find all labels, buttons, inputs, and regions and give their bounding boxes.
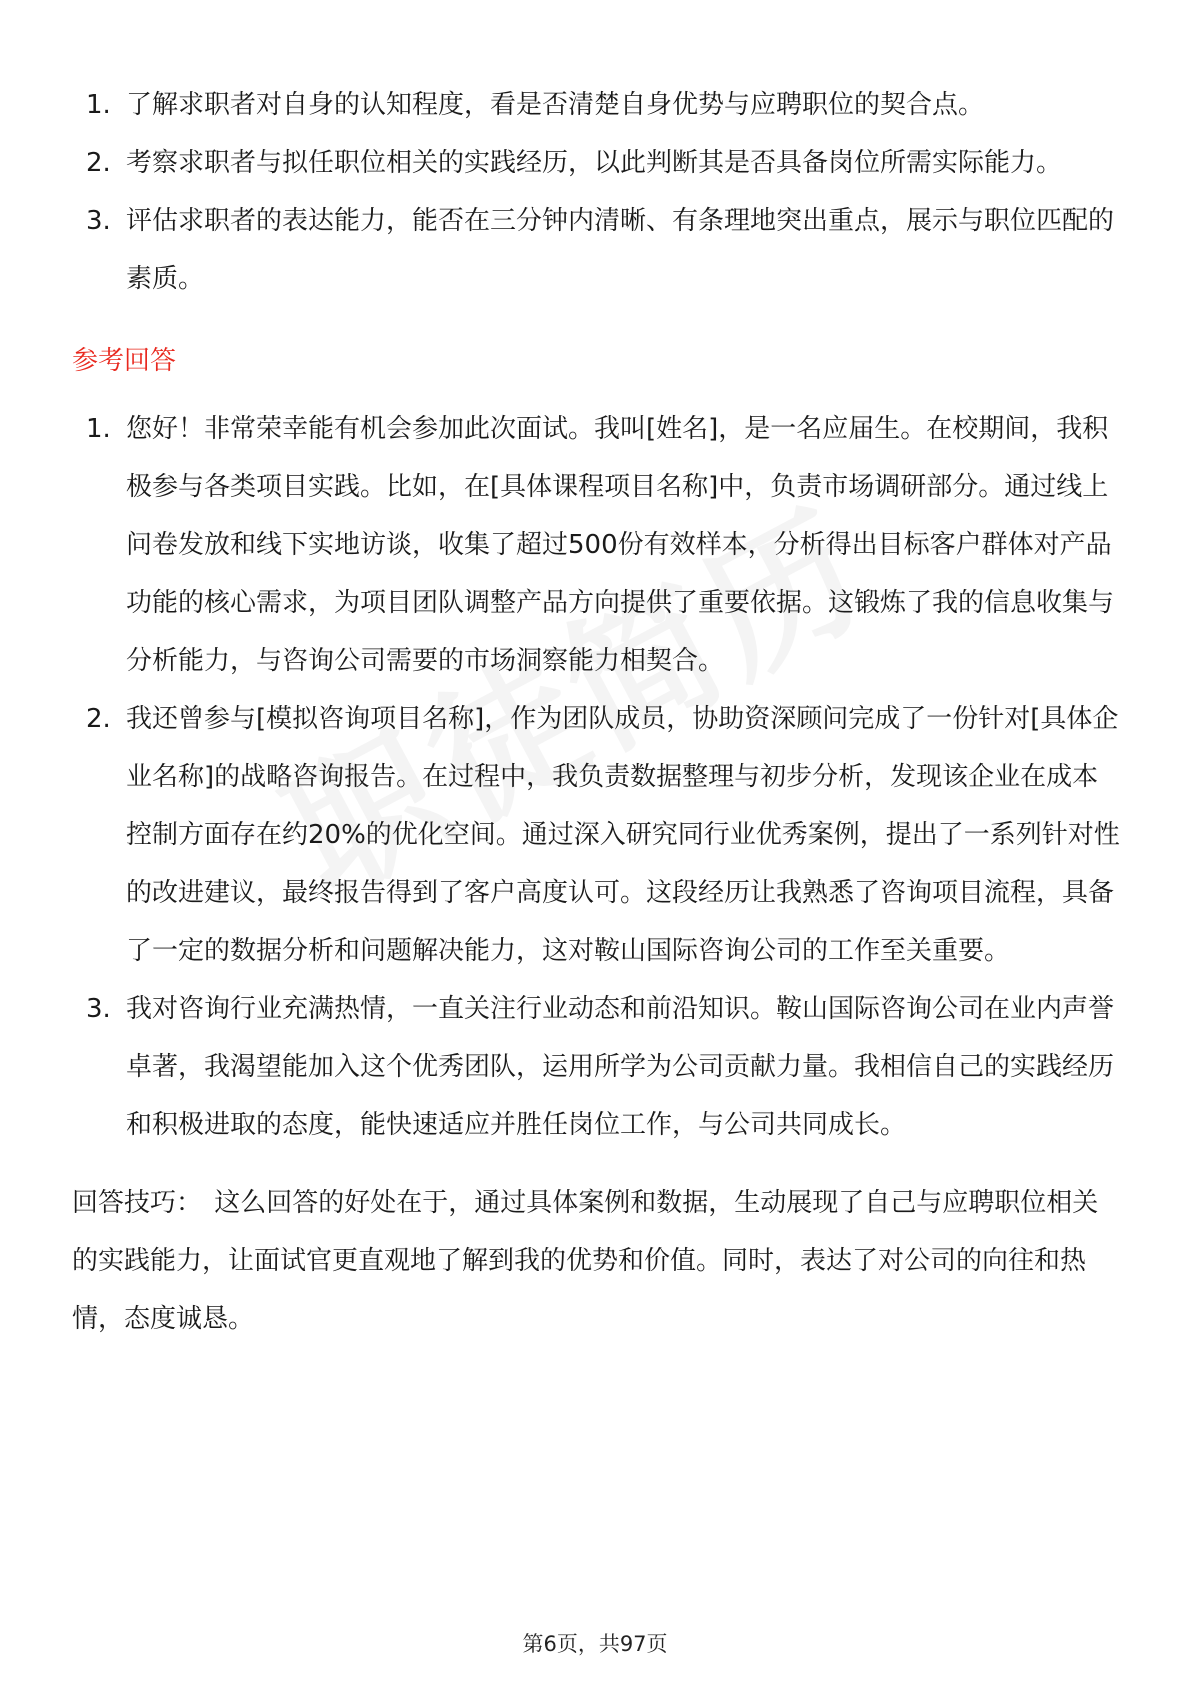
- list-text: 评估求职者的表达能力，能否在三分钟内清晰、有条理地突出重点，展示与职位匹配的素质。: [126, 206, 1115, 294]
- list-number: 2.: [86, 148, 111, 178]
- list-item: [72, 980, 1122, 1154]
- list-item: [72, 690, 1122, 980]
- page-content: [72, 76, 1122, 1348]
- answer-tips: [72, 1174, 1122, 1348]
- tips-text: 这么回答的好处在于，通过具体案例和数据，生动展现了自己与应聘职位相关的实践能力，让面试官更直观地了解到我的优势和价值。同时，表达了对公司的向往和热情，态度诚恳。: [72, 1188, 1099, 1334]
- list-text: 考察求职者与拟任职位相关的实践经历，以此判断其是否具备岗位所需实际能力。: [126, 148, 1063, 178]
- reference-answer-list: [72, 400, 1122, 1154]
- list-text: 我还曾参与[模拟咨询项目名称]，作为团队成员，协助资深顾问完成了一份针对[具体企业名称]的战略咨询报告。在过程中，我负责数据整理与初步分析，发现该企业在成本控制方面存在约20%的优化空间。通过深入研究同行业优秀案例，提出了一系列针对性的改进建议，最终报告得到了客户高度认可。这段经历让我熟悉了咨询项目流程，具备了一定的数据分析和问题解决能力，这对鞍山国际咨询公司的工作至关重要。: [126, 704, 1120, 966]
- list-text: 您好！非常荣幸能有机会参加此次面试。我叫[姓名]，是一名应届生。在校期间，我积极参与各类项目实践。比如，在[具体课程项目名称]中，负责市场调研部分。通过线上问卷发放和线下实地访谈，收集了超过500份有效样本，分析得出目标客户群体对产品功能的核心需求，为项目团队调整产品方向提供了重要依据。这锻炼了我的信息收集与分析能力，与咨询公司需要的市场洞察能力相契合。: [126, 414, 1115, 676]
- list-item: [72, 400, 1122, 690]
- list-number: 2.: [86, 704, 111, 734]
- list-number: 1.: [86, 414, 111, 444]
- list-number: 3.: [86, 994, 111, 1024]
- list-number: 1.: [86, 90, 111, 120]
- list-number: 3.: [86, 206, 111, 236]
- list-item: [72, 192, 1122, 308]
- list-item: [72, 76, 1122, 134]
- list-text: 了解求职者对自身的认知程度，看是否清楚自身优势与应聘职位的契合点。: [126, 90, 985, 120]
- criteria-list: [72, 76, 1122, 308]
- section-title-reference: 参考回答: [72, 346, 177, 376]
- page-footer: 第6页，共97页: [522, 1632, 668, 1656]
- list-item: [72, 134, 1122, 192]
- tips-label: 回答技巧：: [72, 1188, 203, 1218]
- list-text: 我对咨询行业充满热情，一直关注行业动态和前沿知识。鞍山国际咨询公司在业内声誉卓著，我渴望能加入这个优秀团队，运用所学为公司贡献力量。我相信自己的实践经历和积极进取的态度，能快速适应并胜任岗位工作，与公司共同成长。: [126, 994, 1115, 1140]
